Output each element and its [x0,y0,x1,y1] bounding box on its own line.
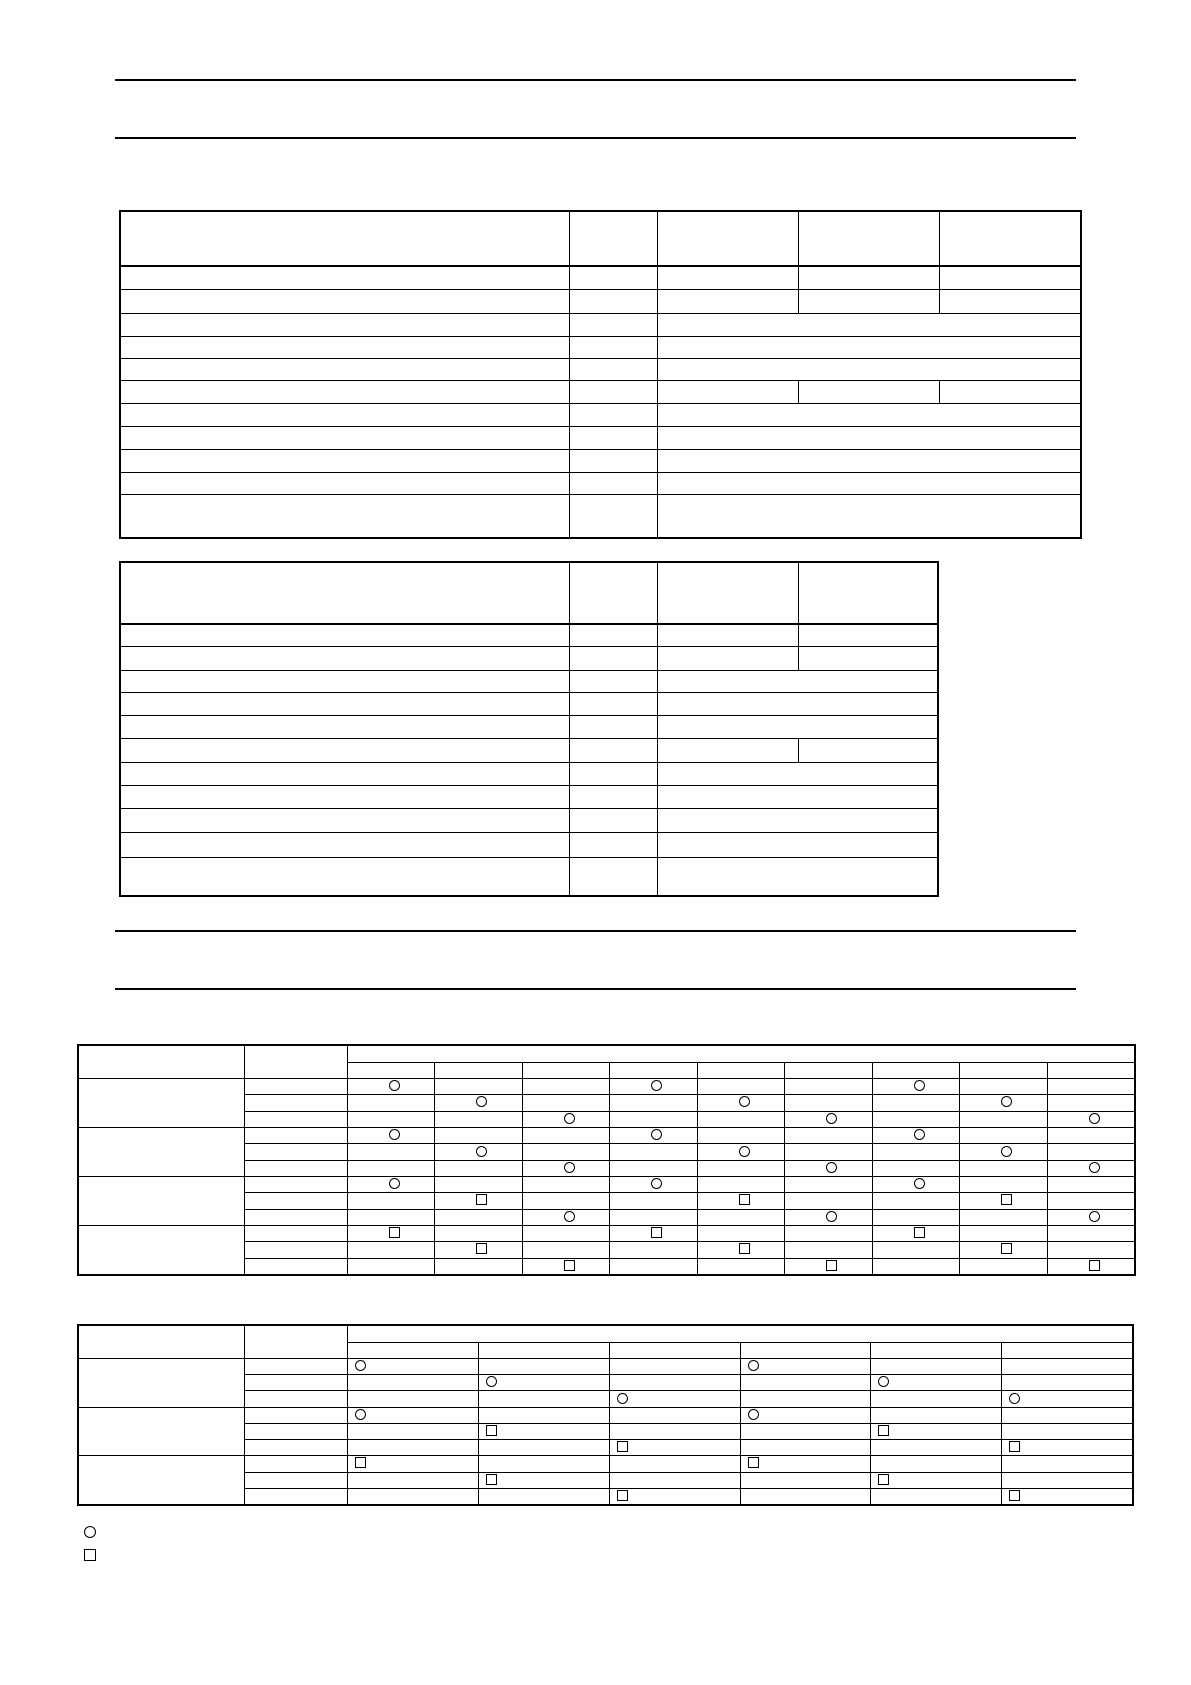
spec-column-divider [798,212,799,265]
spec-column-divider [657,212,658,537]
circle-mark [486,1376,497,1387]
square-mark [1089,1260,1100,1271]
section-1-top-rule [115,79,1076,81]
matrix-row-rule [244,1390,1132,1391]
section-2-bottom-rule [115,988,1076,990]
matrix-row-rule [244,1439,1132,1440]
matrix-header-rule [347,1062,1134,1063]
square-mark [1001,1243,1012,1254]
spec-column-divider [657,563,658,895]
square-mark [486,1474,497,1485]
spec-header-rule [121,623,937,625]
circle-mark [651,1178,662,1189]
circle-mark [476,1096,487,1107]
spec-row-rule [121,403,1080,404]
square-mark [651,1227,662,1238]
spec-row-rule [121,336,1080,337]
matrix-row-rule [244,1472,1132,1473]
circle-mark [1089,1211,1100,1222]
spec-row-rule [121,472,1080,473]
matrix-row-rule [244,1241,1134,1242]
circle-mark [389,1129,400,1140]
spec-row-rule [121,494,1080,495]
matrix-group-rule [79,1407,1132,1408]
circle-mark [826,1113,837,1124]
spec-cell-divider [798,380,799,403]
circle-mark [914,1178,925,1189]
circle-mark [878,1376,889,1387]
circle-mark [1001,1096,1012,1107]
compatibility-matrix-2 [77,1324,1134,1506]
circle-mark [564,1162,575,1173]
spec-row-rule [121,785,937,786]
matrix-row-rule [244,1209,1134,1210]
spec-row-rule [121,832,937,833]
spec-row-rule [121,380,1080,381]
circle-mark [564,1211,575,1222]
square-mark [1009,1441,1020,1452]
circle-mark [389,1178,400,1189]
spec-row-rule [121,449,1080,450]
section-2-top-rule [115,930,1076,932]
circle-icon [84,1526,96,1538]
square-mark [914,1227,925,1238]
circle-mark [914,1080,925,1091]
matrix-sub-divider [347,1326,348,1504]
square-mark [389,1227,400,1238]
square-mark [748,1457,759,1468]
matrix-row-rule [244,1258,1134,1259]
spec-row-rule [121,313,1080,314]
spec-row-rule [121,715,937,716]
spec-cell-divider [939,289,940,313]
circle-mark [1009,1393,1020,1404]
matrix-row-rule [244,1374,1132,1375]
square-mark [878,1474,889,1485]
spec-row-rule [121,426,1080,427]
matrix-label-divider [244,1326,245,1504]
square-mark [476,1243,487,1254]
spec-column-divider [569,563,570,895]
circle-mark [564,1113,575,1124]
circle-mark [476,1146,487,1157]
circle-mark [355,1360,366,1371]
circle-mark [355,1409,366,1420]
matrix-group-rule [79,1176,1134,1177]
matrix-row-rule [244,1160,1134,1161]
spec-cell-divider [939,265,940,289]
square-mark [1001,1194,1012,1205]
matrix-group-rule [79,1455,1132,1456]
legend-circle [84,1526,484,1540]
circle-mark [651,1080,662,1091]
spec-table-2 [119,561,939,897]
matrix-row-rule [244,1423,1132,1424]
spec-row-rule [121,358,1080,359]
matrix-header-bottom-rule [79,1078,347,1079]
circle-mark [1001,1146,1012,1157]
square-mark [739,1194,750,1205]
spec-row-rule [121,646,937,647]
matrix-row-rule [244,1094,1134,1095]
spec-table-1 [119,210,1082,539]
square-mark [486,1425,497,1436]
spec-cell-divider [939,380,940,403]
spec-row-rule [121,670,937,671]
matrix-row-rule [244,1111,1134,1112]
circle-mark [826,1162,837,1173]
matrix-group-rule [79,1127,1134,1128]
spec-header-rule [121,265,1080,267]
square-mark [878,1425,889,1436]
matrix-row-rule [244,1143,1134,1144]
spec-column-divider [798,563,799,623]
circle-mark [1089,1113,1100,1124]
matrix-group-rule [79,1225,1134,1226]
compatibility-matrix-1 [77,1044,1136,1276]
spec-cell-divider [798,738,799,762]
circle-mark [389,1080,400,1091]
circle-mark [748,1360,759,1371]
square-mark [739,1243,750,1254]
square-mark [355,1457,366,1468]
square-mark [564,1260,575,1271]
square-icon [84,1549,96,1561]
spec-row-rule [121,738,937,739]
circle-mark [739,1146,750,1157]
matrix-header-rule [347,1078,1134,1079]
matrix-row-rule [244,1488,1132,1489]
spec-cell-divider [798,265,799,289]
square-mark [826,1260,837,1271]
section-1-bottom-rule [115,137,1076,139]
square-mark [617,1490,628,1501]
spec-cell-divider [798,646,799,670]
circle-mark [914,1129,925,1140]
circle-mark [1089,1162,1100,1173]
spec-row-rule [121,692,937,693]
circle-mark [651,1129,662,1140]
circle-mark [739,1096,750,1107]
square-mark [476,1194,487,1205]
legend-square [84,1549,484,1563]
spec-column-divider [569,212,570,537]
circle-mark [826,1211,837,1222]
spec-row-rule [121,857,937,858]
spec-cell-divider [798,623,799,646]
square-mark [617,1441,628,1452]
matrix-row-rule [244,1192,1134,1193]
spec-row-rule [121,808,937,809]
circle-mark [748,1409,759,1420]
spec-cell-divider [798,289,799,313]
spec-row-rule [121,289,1080,290]
matrix-header-bottom-rule [79,1358,347,1359]
square-mark [1009,1490,1020,1501]
circle-mark [617,1393,628,1404]
spec-column-divider [939,212,940,265]
spec-row-rule [121,762,937,763]
